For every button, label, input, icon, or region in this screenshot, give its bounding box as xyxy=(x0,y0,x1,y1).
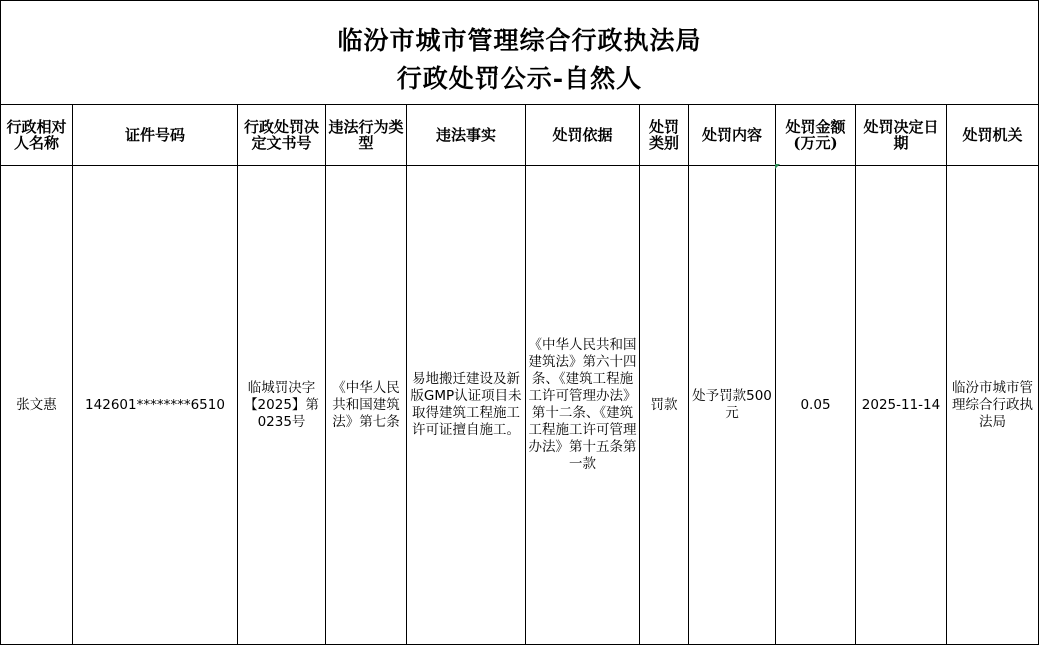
cell-content-text: 处予罚款500元 xyxy=(692,388,772,421)
title-area xyxy=(0,0,1039,105)
col-header-facts: 违法事实 xyxy=(407,105,526,166)
col-header-category: 处罚类别 xyxy=(640,105,689,166)
cell-facts-text: 易地搬迁建设及新版GMP认证项目未取得建筑工程施工许可证擅自施工。 xyxy=(410,371,522,438)
col-header-basis: 处罚依据 xyxy=(526,105,640,166)
cell-id-number[interactable] xyxy=(73,166,238,645)
cell-doc-number-text: 临城罚决字【2025】第0235号 xyxy=(244,379,319,430)
cell-category[interactable] xyxy=(640,166,689,645)
cell-comment-marker-icon xyxy=(775,164,780,169)
cell-amount[interactable] xyxy=(776,166,856,645)
cell-violation-type[interactable] xyxy=(326,166,407,645)
col-header-content: 处罚内容 xyxy=(689,105,776,166)
page-title: 临汾市城市管理综合行政执法局 xyxy=(337,26,702,55)
cell-name[interactable] xyxy=(1,166,73,645)
col-header-authority: 处罚机关 xyxy=(947,105,1039,166)
col-header-id-number: 证件号码 xyxy=(73,105,238,166)
cell-basis[interactable] xyxy=(526,166,640,645)
cell-amount-text: 0.05 xyxy=(800,396,831,413)
cell-authority-text: 临汾市城市管理综合行政执法局 xyxy=(952,379,1033,430)
cell-doc-number[interactable] xyxy=(238,166,326,645)
col-header-amount: 处罚金额(万元) xyxy=(776,105,856,166)
col-header-violation-type: 违法行为类型 xyxy=(326,105,407,166)
col-header-name: 行政相对人名称 xyxy=(1,105,73,166)
cell-id-number-text: 142601********6510 xyxy=(85,396,225,413)
cell-category-text: 罚款 xyxy=(650,396,678,413)
table-header-row xyxy=(1,105,1039,166)
cell-name-text: 张文惠 xyxy=(16,396,57,413)
cell-violation-type-text: 《中华人民共和国建筑法》第七条 xyxy=(332,379,400,430)
page-subtitle: 行政处罚公示-自然人 xyxy=(396,64,643,93)
cell-date[interactable] xyxy=(856,166,947,645)
table-row xyxy=(1,166,1039,645)
cell-date-text: 2025-11-14 xyxy=(861,396,941,413)
cell-facts[interactable] xyxy=(407,166,526,645)
penalty-table xyxy=(0,104,1039,645)
col-header-date: 处罚决定日期 xyxy=(856,105,947,166)
cell-basis-text: 《中华人民共和国建筑法》第六十四条、《建筑工程施工许可管理办法》第十二条、《建筑工程施工许可管理办法》第十五条第一款 xyxy=(528,337,637,472)
col-header-doc-number: 行政处罚决定文书号 xyxy=(238,105,326,166)
cell-content[interactable] xyxy=(689,166,776,645)
cell-authority[interactable] xyxy=(947,166,1039,645)
